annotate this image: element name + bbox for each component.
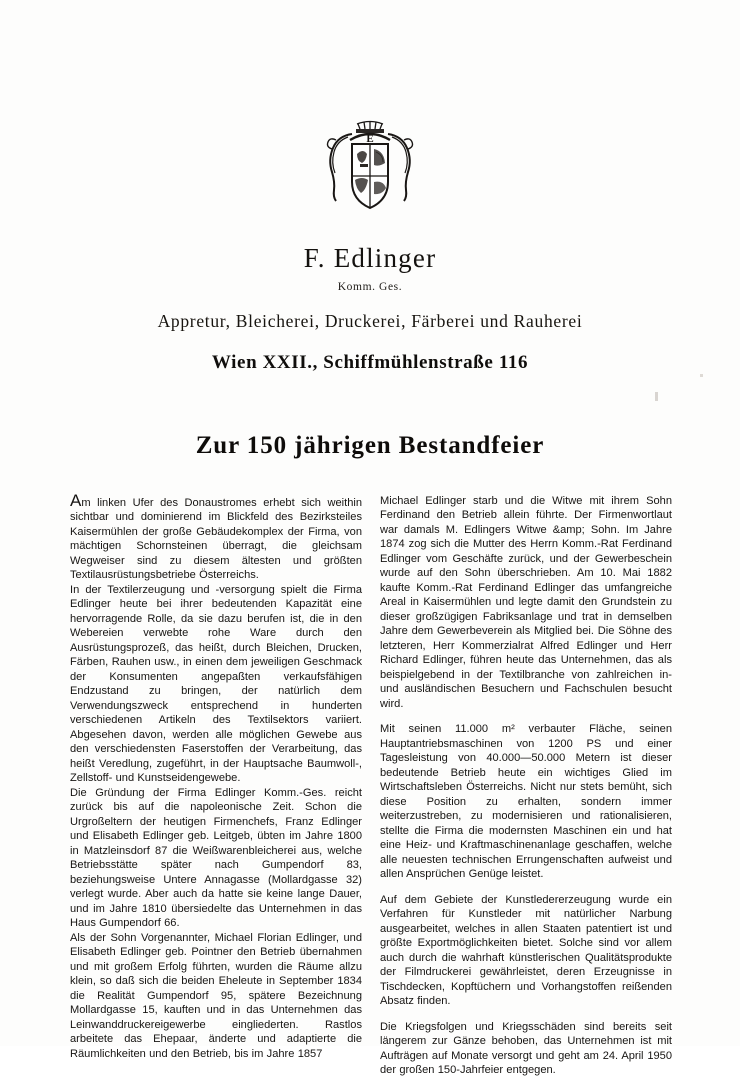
paragraph: Am linken Ufer des Donaustromes erhebt sich weithin sichtbar und dominierend im Blickfeld des Bezirksteiles Kaisermühlen der große Gebäudekomplex der Firma, von mächtigen Schornsteinen überragt, die gleichsam Wegweiser sind zu diesem ältesten und größten Textilausrüstungsbetriebe Österreichs. [70,490,362,582]
page-title: Zur 150 jährigen Bestandfeier [195,431,545,459]
paragraph: Als der Sohn Vorgenannter, Michael Florian Edlinger, und Elisabeth Edlinger geb. Pointner den Betrieb übernahmen und mit großem Erfolg führten, wurden die Räume allzu klein, so daß sich die beiden Eheleute in September 1834 die Realität Gumpendorf 95, spätere Bezeichnung Mollardgasse 15, kauften und in das Unternehmen das Leinwanddruckereigewerbe eingliederten. Rastlos arbeitete das Ehepaar, änderte und adaptierte die Räumlichkeiten und den Betrieb, bis im Jahre 1857 [70,931,362,1060]
masthead [0,244,740,374]
paragraph: Die Gründung der Firma Edlinger Komm.-Ges. reicht zurück bis auf die napoleonische Zeit. Schon die Urgroßeltern der heutigen Firmenchefs, Franz Edlinger und Elisabeth Edlinger geb. Leitgeb, übten im Jahre 1800 in Matzleinsdorf 87 die Weißwarenbleicherei aus, welche Betriebsstätte später nach Gumpendorf 83, beziehungsweise Untere Annagasse (Mollardgasse 32) verlegt wurde. Aber auch da hatte sie keine lange Dauer, und im Jahre 1810 übersiedelte das Unternehmen in das Haus Gumpendorf 66. [70,786,362,930]
paragraph: In der Textilerzeugung und -versorgung spielt die Firma Edlinger heute bei ihrer bedeutenden Kapazität eine hervorragende Rolle, da sie dazu berufen ist, die in den Webereien verwebte rohe Ware durch den Ausrüstungsprozeß, das heißt, durch Bleichen, Drucken, Färben, Rauhen usw., in einen dem jeweiligen Geschmack der Konsumenten angepaßten verkaufsfähigen Endzustand zu bringen, der natürlich dem Verwendungszweck entsprechend in hunderten verschiedenen Artikeln des Textilsektors variiert. Abgesehen davon, werden alle möglichen Gewebe aus den verschiedensten Faserstoffen der Verarbeitung, das heißt Veredlung, zugeführt, in der Hauptsache Baumwoll-, Zellstoff- und Kunstseidengewebe. [70,583,362,785]
paragraph: Die Kriegsfolgen und Kriegsschäden sind bereits seit längerem zur Gänze behoben, das Unternehmen ist mit Aufträgen auf Monate versorgt und geht am 24. April 1950 der großen 150-Jahrfeier entgegen. [380,1020,672,1077]
right-column [380,494,672,1078]
coat-of-arms-icon [312,118,428,230]
paragraph: Michael Edlinger starb und die Witwe mit ihrem Sohn Ferdinand den Betrieb allein führte. Der Firmenwortlaut war damals M. Edlingers Witwe &amp; Sohn. Im Jahre 1874 zog sich die Mutter des Herrn Komm.-Rat Ferdinand Edlinger vom Geschäfte zurück, und der Gewerbeschein wurde auf den Sohn überschrieben. Am 10. Mai 1882 kaufte Komm.-Rat Ferdinand Edlinger das umfangreiche Areal in Kaisermühlen und legte damit den Grundstein zu dieser großzügigen Fabriksanlage und trat in demselben Jahre dem Gewerbeverein als Mitglied bei. Die Söhne des letzteren, Herr Kommerzialrat Alfred Edlinger und Herr Richard Edlinger, führen heute das Unternehmen, das als beispielgebend in der Textilbranche von zahlreichen in- und ausländischen Besuchern und Fachschulen besucht wird. [380,494,672,710]
company-legal-form: Komm. Ges. [337,280,403,293]
scan-artifact-small [700,374,703,377]
scan-artifact [655,392,658,401]
company-name: F. Edlinger [303,243,437,273]
paragraph: Auf dem Gebiete der Kunstledererzeugung wurde ein Verfahren für Kunstleder mit natürlicher Narbung ausgearbeitet, welches in allen Staaten patentiert ist und größte Exportmöglichkeiten bietet. Solche sind vor allem auch durch die wahrhaft künstlerischen Qualitätsprodukte der Filmdruckerei gewährleistet, deren Erzeugnisse in Tischdecken, Kopftüchern und Vorhangstoffen reißenden Absatz finden. [380,893,672,1008]
company-trades: Appretur, Bleicherei, Druckerei, Färberei und Rauherei [157,310,583,331]
left-column [70,490,362,1078]
crest-letter: E [366,133,374,145]
body-columns [0,490,740,1078]
company-crest [0,0,740,230]
company-address: Wien XXII., Schiffmühlenstraße 116 [211,351,529,373]
paragraph: Mit seinen 11.000 m² verbauter Fläche, seinen Hauptantriebsmaschinen von 1200 PS und einer Tagesleistung von 40.000—50.000 Metern ist dieser bedeutende Betrieb heute ein wichtiges Glied im Wirtschaftsleben Österreichs. Nicht nur stets bemüht, sich diese Position zu erhalten, sondern immer weiterzustreben, zu modernisieren und rationalisieren, stellte die Firma die modernsten Maschinen ein und hat eine Heiz- und Kraftmaschinenanlage geschaffen, welche alle neuesten technischen Errungenschaften aufweist und allen Ansprüchen Genüge leistet. [380,723,672,881]
